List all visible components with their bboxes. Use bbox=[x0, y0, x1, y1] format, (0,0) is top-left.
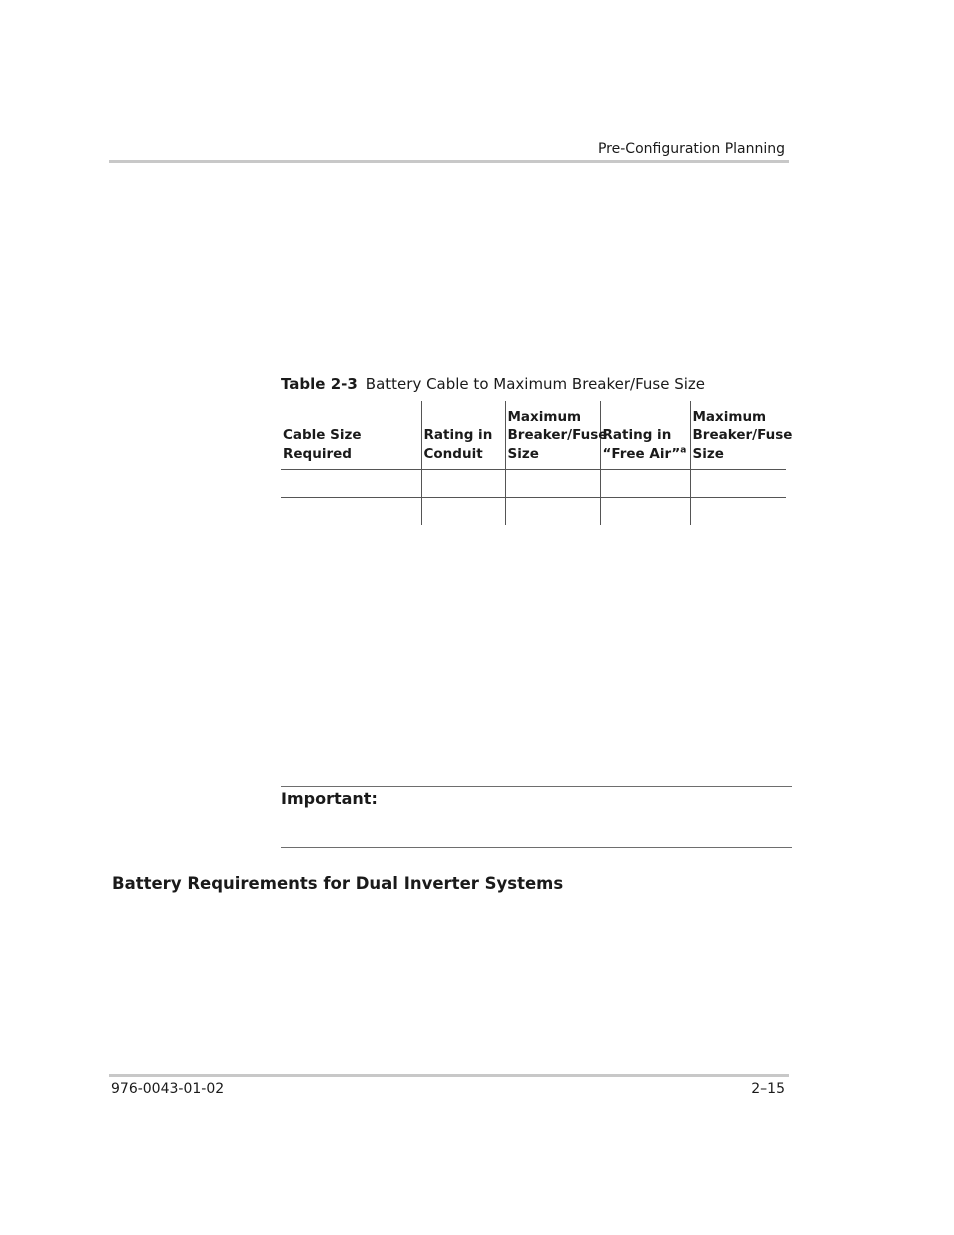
table-caption-text: Battery Cable to Maximum Breaker/Fuse Size bbox=[365, 375, 706, 393]
table-cell bbox=[421, 470, 505, 498]
column-header-line: Maximum bbox=[692, 408, 767, 425]
header-rule bbox=[109, 160, 789, 163]
column-header-cable-size bbox=[281, 401, 421, 470]
table-cell bbox=[281, 498, 421, 526]
running-header: Pre-Configuration Planning bbox=[597, 141, 785, 157]
column-header-line: Size bbox=[692, 445, 724, 462]
footer-page-number: 2–15 bbox=[751, 1081, 785, 1097]
table-caption bbox=[281, 375, 705, 394]
column-header-line: Breaker/Fuse bbox=[507, 427, 608, 443]
table-cell bbox=[600, 498, 690, 526]
column-header-max-breaker-conduit bbox=[505, 401, 608, 470]
column-header-rating-conduit bbox=[421, 401, 505, 470]
table-cell bbox=[505, 470, 600, 498]
table-cell bbox=[505, 498, 600, 526]
table-cell bbox=[281, 470, 421, 498]
table-row bbox=[281, 498, 786, 526]
table-cell bbox=[690, 498, 786, 526]
section-heading: Battery Requirements for Dual Inverter Systems bbox=[112, 874, 564, 893]
column-header-line: Size bbox=[507, 445, 539, 462]
table-header-row bbox=[281, 401, 786, 470]
column-header-line: Breaker/Fuse bbox=[692, 427, 793, 443]
column-header-line bbox=[603, 445, 688, 464]
battery-cable-table bbox=[281, 401, 793, 525]
footnote-marker: a bbox=[680, 445, 687, 455]
column-header-line: Rating in bbox=[602, 427, 672, 443]
footer-rule bbox=[109, 1074, 789, 1077]
column-header-line: Cable Size Required bbox=[283, 427, 362, 462]
column-header-max-breaker-free-air bbox=[690, 401, 793, 470]
column-header-line-text: “Free Air” bbox=[602, 445, 681, 462]
column-header-line: Conduit bbox=[423, 445, 483, 462]
important-top-rule bbox=[281, 786, 792, 787]
table-caption-label: Table 2-3 bbox=[281, 375, 358, 393]
table-row bbox=[281, 470, 786, 498]
footer-document-number: 976-0043-01-02 bbox=[111, 1081, 225, 1097]
table-cell bbox=[600, 470, 690, 498]
column-header-line: Maximum bbox=[507, 408, 582, 425]
table-cell bbox=[690, 470, 786, 498]
column-header-rating-free-air bbox=[600, 401, 690, 470]
table-cell bbox=[421, 498, 505, 526]
important-label: Important: bbox=[281, 789, 378, 808]
column-header-line: Rating in bbox=[423, 427, 493, 443]
important-bottom-rule bbox=[281, 847, 792, 848]
